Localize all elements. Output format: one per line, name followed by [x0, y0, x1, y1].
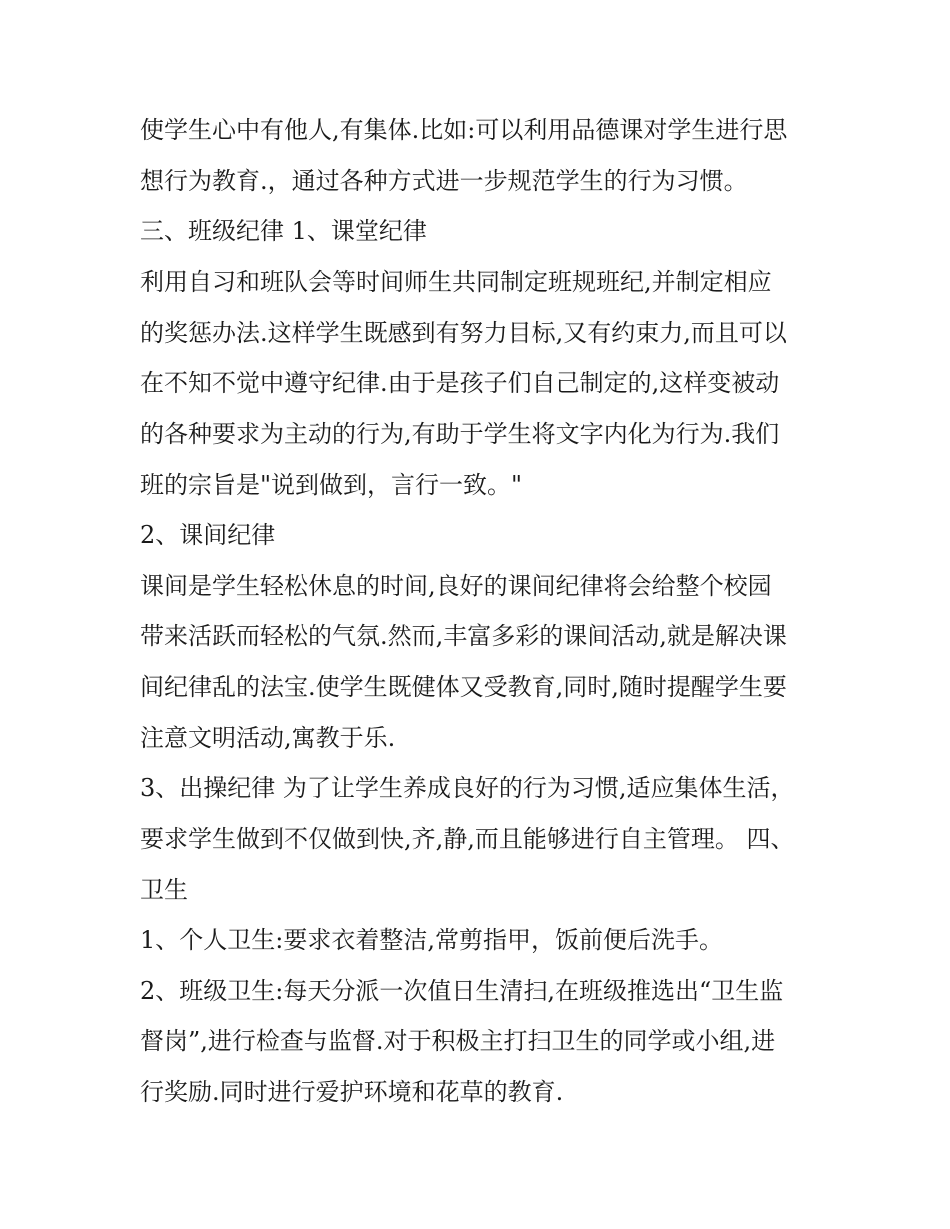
text-line: 间纪律乱的法宝.使学生既健体又受教育,同时,随时提醒学生要 — [140, 673, 787, 701]
text-line: 想行为教育.，通过各种方式进一步规范学生的行为习惯。 — [140, 167, 748, 195]
text-line: 的各种要求为主动的行为,有助于学生将文字内化为行为.我们 — [140, 420, 780, 448]
text-line: 使学生心中有他人,有集体.比如:可以利用品德课对学生进行思 — [140, 116, 788, 144]
text-line: 在不知不觉中遵守纪律.由于是孩子们自己制定的,这样变被动 — [140, 369, 780, 397]
text-line: 注意文明活动,寓教于乐. — [140, 724, 396, 752]
section-heading: 2、课间纪律 — [140, 521, 276, 549]
section-heading: 三、班级纪律 1、课堂纪律 — [140, 217, 427, 245]
text-line: 利用自习和班队会等时间师生共同制定班规班纪,并制定相应 — [140, 268, 772, 296]
text-line: 2、班级卫生:每天分派一次值日生清扫,在班级推选出“卫生监 — [140, 977, 784, 1005]
text-line: 行奖励.同时进行爱护环境和花草的教育. — [140, 1078, 564, 1106]
text-line: 要求学生做到不仅做到快,齐,静,而且能够进行自主管理。 四、 — [140, 825, 795, 853]
text-line: 的奖惩办法.这样学生既感到有努力目标,又有约束力,而且可以 — [140, 319, 787, 347]
section-heading: 卫生 — [140, 876, 188, 904]
text-line: 班的宗旨是"说到做到，言行一致。" — [140, 471, 523, 499]
text-line: 督岗”,进行检查与监督.对于积极主打扫卫生的同学或小组,进 — [140, 1027, 776, 1055]
text-line: 1、个人卫生:要求衣着整洁,常剪指甲，饭前便后洗手。 — [140, 926, 723, 954]
text-line: 3、出操纪律 为了让学生养成良好的行为习惯,适应集体生活， — [140, 774, 795, 802]
text-line: 课间是学生轻松休息的时间,良好的课间纪律将会给整个校园 — [140, 572, 772, 600]
text-line: 带来活跃而轻松的气氛.然而,丰富多彩的课间活动,就是解决课 — [140, 622, 787, 650]
